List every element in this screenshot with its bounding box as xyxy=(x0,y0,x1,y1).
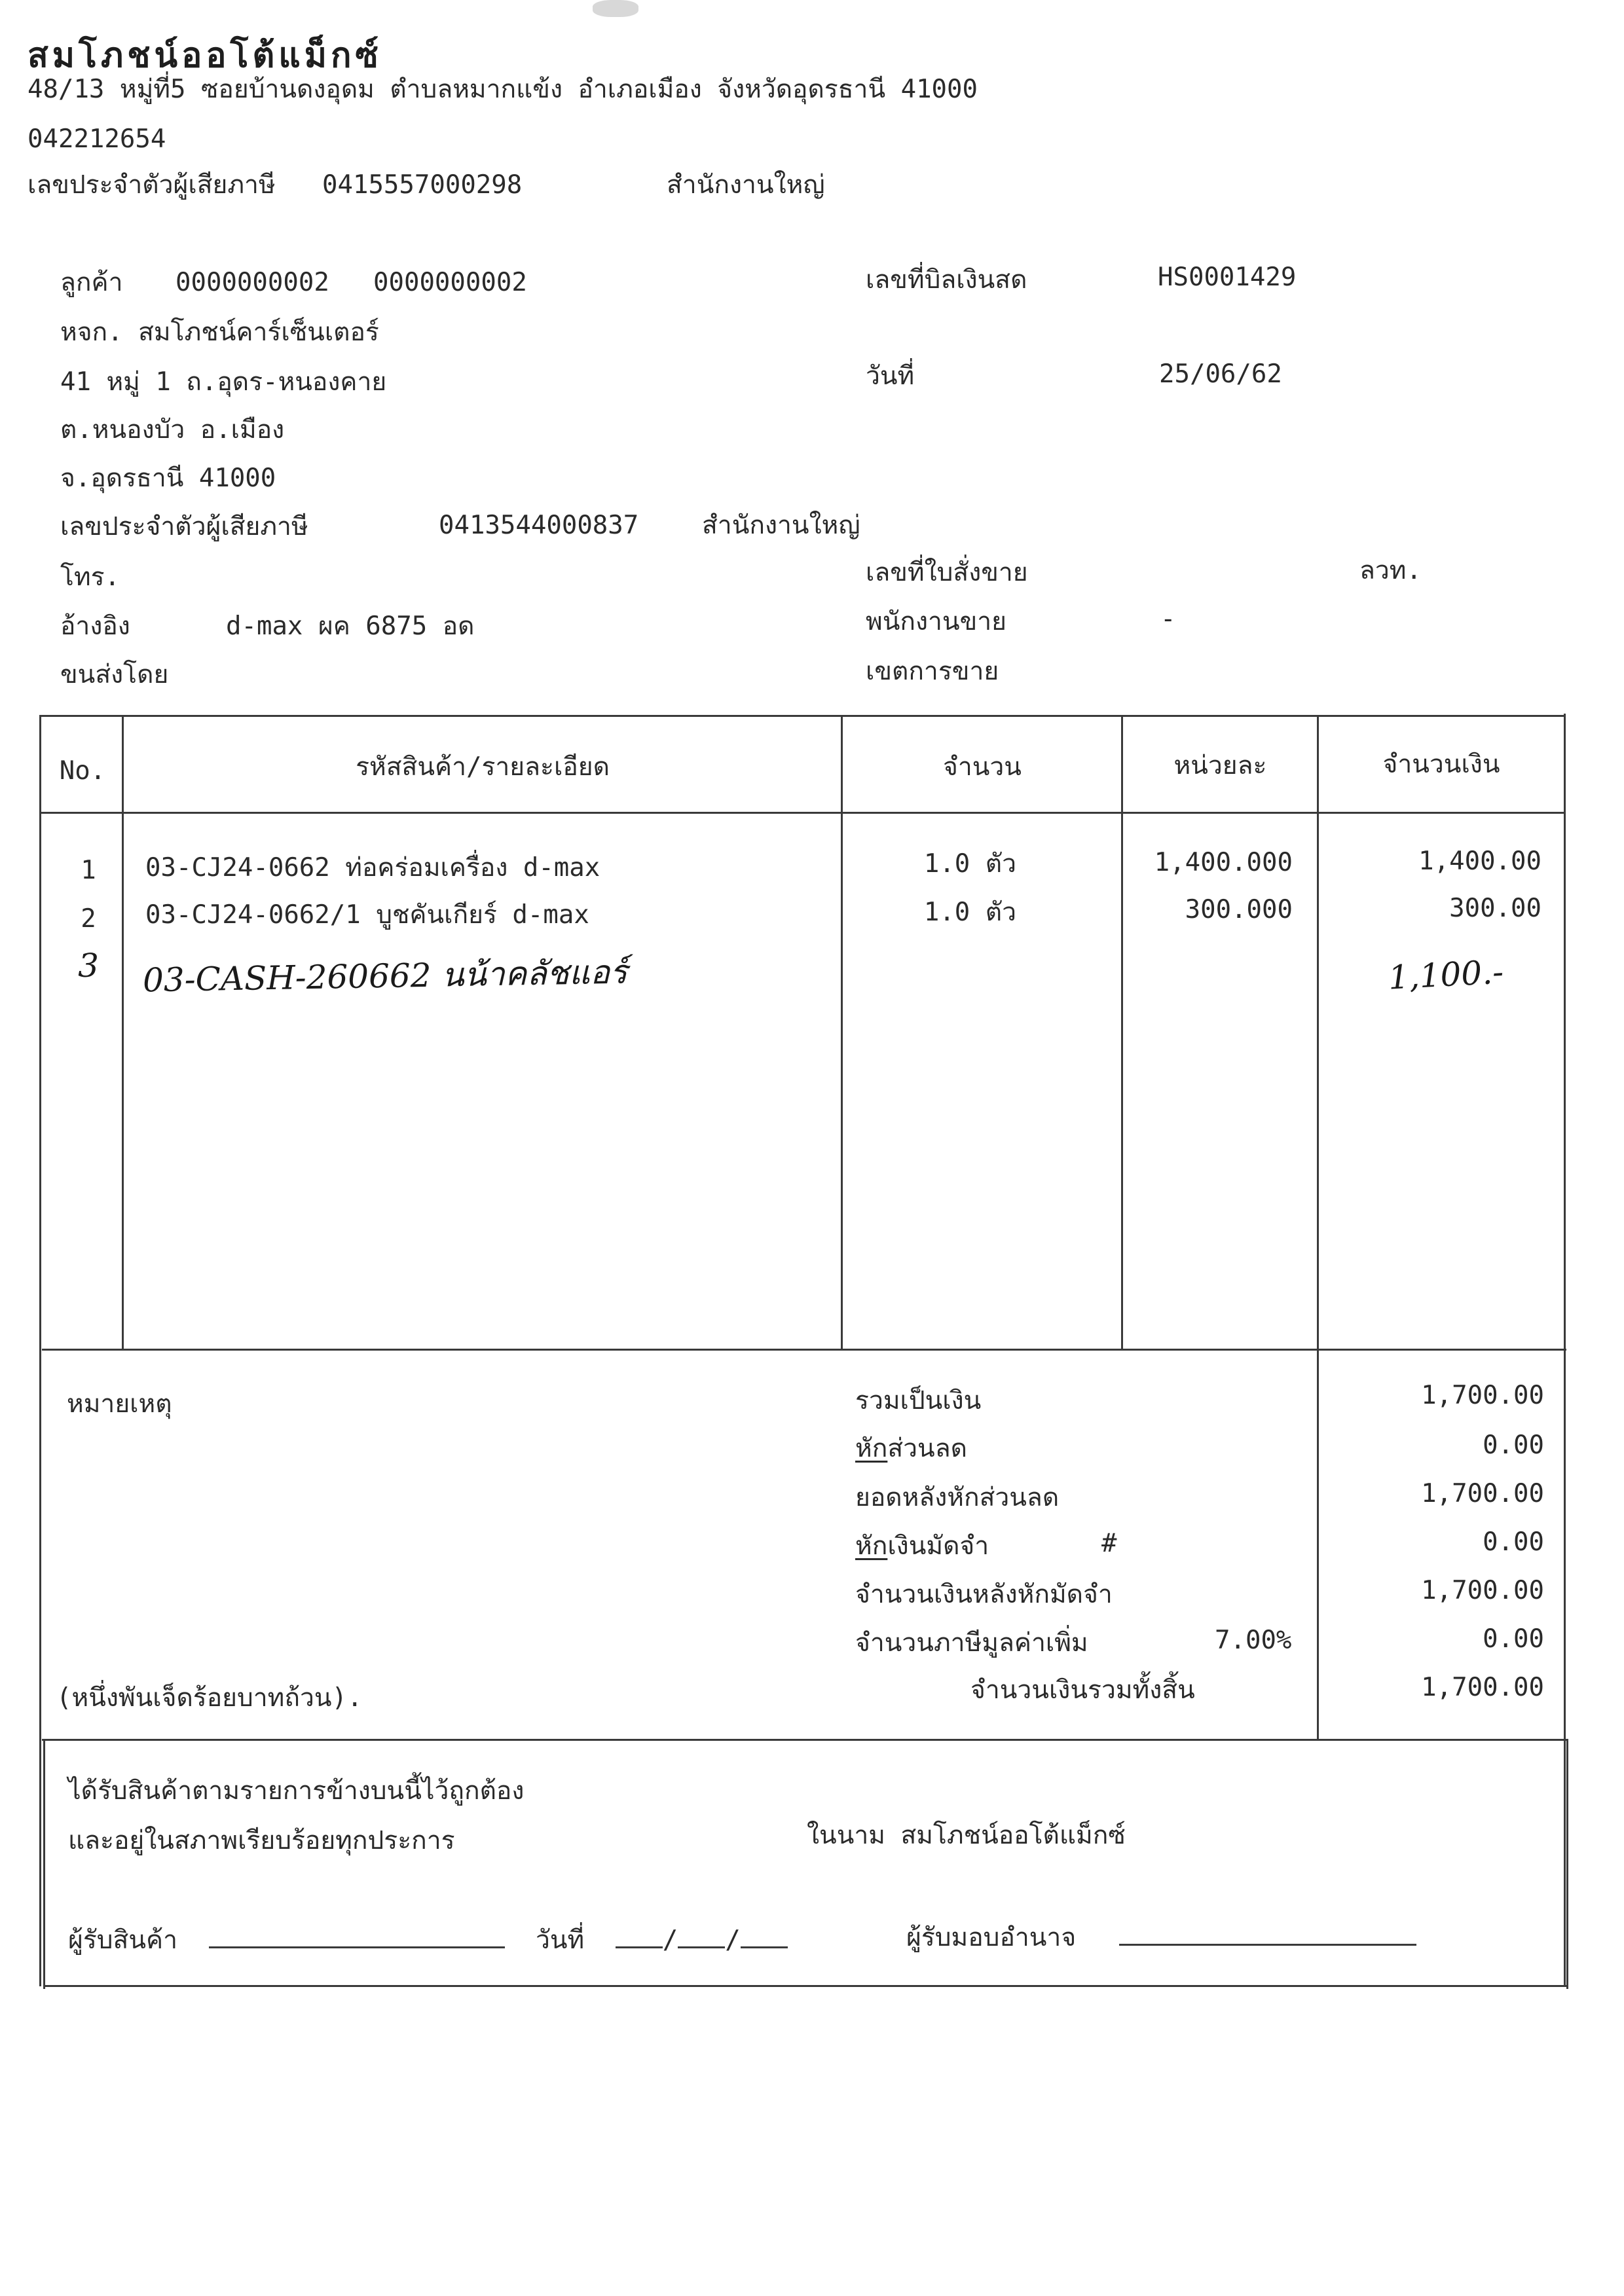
reference-value: d-max ผค 6875 อด xyxy=(226,611,475,641)
customer-code-2: 0000000002 xyxy=(373,268,527,297)
deposit-value: 0.00 xyxy=(1483,1527,1544,1557)
receiver-date-day-line xyxy=(616,1946,663,1948)
after-discount-value: 1,700.00 xyxy=(1421,1479,1544,1508)
col-divider-no xyxy=(122,716,124,1350)
order-no: ลวท. xyxy=(1359,556,1422,585)
row-2-amount: 300.00 xyxy=(1449,894,1541,923)
table-border-right xyxy=(1564,714,1566,1986)
vat-value: 0.00 xyxy=(1483,1624,1544,1654)
receiver-signature-row xyxy=(68,1927,788,1953)
customer-name: หจก. สมโภชน์คาร์เซ็นเตอร์ xyxy=(60,318,379,347)
discount-value: 0.00 xyxy=(1483,1430,1544,1460)
customer-code-1: 0000000002 xyxy=(175,268,329,297)
row-1-qty: 1.0 ตัว xyxy=(923,849,1016,879)
company-phone: 042212654 xyxy=(28,124,166,154)
after-deposit-label: จำนวนเงินหลังหักมัดจำ xyxy=(855,1580,1113,1609)
receiver-date-label: วันที่ xyxy=(535,1925,585,1955)
date-separator-2-icon: / xyxy=(725,1925,741,1955)
discount-label-text: ส่วนลด xyxy=(887,1434,967,1463)
discount-label xyxy=(855,1436,967,1461)
reference-label: อ้างอิง xyxy=(60,611,130,641)
footer-border-bottom xyxy=(43,1985,1568,1987)
customer-tax-id: 0413544000837 xyxy=(439,511,639,540)
company-name: สมโภชน์ออโต้แม็กซ์ xyxy=(28,36,382,75)
grand-total-label: จำนวนเงินรวมทั้งสิ้น xyxy=(970,1675,1195,1705)
salesperson: - xyxy=(1160,604,1176,634)
row-3-no-handwritten: 3 xyxy=(78,947,99,985)
header-amount: จำนวนเงิน xyxy=(1382,750,1500,779)
row-3-desc-handwritten: 03-CASH-260662 นน้าคลัชแอร์ xyxy=(142,953,628,1000)
customer-label: ลูกค้า xyxy=(60,268,123,297)
row-2-desc: 03-CJ24-0662/1 บูชคันเกียร์ d-max xyxy=(145,900,589,930)
vat-label: จำนวนภาษีมูลค่าเพิ่ม xyxy=(855,1628,1088,1658)
company-tax-id-label: เลขประจำตัวผู้เสียภาษี xyxy=(28,170,276,200)
row-1-desc: 03-CJ24-0662 ท่อคร่อมเครื่อง d-max xyxy=(145,853,600,883)
receiver-label: ผู้รับสินค้า xyxy=(68,1925,178,1955)
authorized-label: ผู้รับมอบอำนาจ xyxy=(906,1923,1077,1952)
header-quantity: จำนวน xyxy=(943,752,1022,782)
total-value: 1,700.00 xyxy=(1421,1381,1544,1410)
header-unit-price: หน่วยละ xyxy=(1173,751,1267,780)
deposit-label-text: เงินมัดจำ xyxy=(887,1531,989,1561)
after-deposit-value: 1,700.00 xyxy=(1421,1576,1544,1605)
customer-phone-label: โทร. xyxy=(60,562,120,592)
company-branch: สำนักงานใหญ่ xyxy=(667,170,825,200)
remark-label: หมายเหตุ xyxy=(67,1389,172,1419)
table-header-divider xyxy=(41,812,1565,814)
customer-address-1: 41 หมู่ 1 ถ.อุดร-หนองคาย xyxy=(60,367,387,397)
salesperson-label: พนักงานขาย xyxy=(866,607,1006,636)
table-border-top xyxy=(39,715,1565,717)
scan-smudge xyxy=(593,0,638,17)
col-divider-unit xyxy=(1317,716,1319,1739)
sales-area-label: เขตการขาย xyxy=(866,657,999,686)
bill-no: HS0001429 xyxy=(1158,263,1297,292)
footer-border-left xyxy=(43,1739,45,1989)
header-no: No. xyxy=(59,756,106,786)
customer-address-3: จ.อุดรธานี 41000 xyxy=(60,464,276,493)
date-label: วันที่ xyxy=(866,361,915,391)
receiver-signature-line xyxy=(209,1946,505,1948)
receiver-date-month-line xyxy=(678,1946,725,1948)
discount-label-prefix: หัก xyxy=(855,1434,888,1463)
order-no-label: เลขที่ใบสั่งขาย xyxy=(866,558,1028,587)
total-label: รวมเป็นเงิน xyxy=(855,1386,982,1415)
customer-tax-id-label: เลขประจำตัวผู้เสียภาษี xyxy=(60,512,308,541)
invoice-date: 25/06/62 xyxy=(1159,359,1282,389)
deposit-mark: # xyxy=(1101,1529,1117,1558)
company-tax-id: 0415557000298 xyxy=(322,170,523,200)
after-discount-label: ยอดหลังหักส่วนลด xyxy=(855,1483,1060,1512)
authorized-signature-line xyxy=(1119,1944,1416,1946)
deposit-label xyxy=(855,1533,989,1559)
received-statement-2: และอยู่ในสภาพเรียบร้อยทุกประการ xyxy=(68,1826,455,1855)
vat-rate: 7.00% xyxy=(1215,1626,1292,1655)
received-statement-1: ได้รับสินค้าตามรายการข้างบนนี้ไว้ถูกต้อง xyxy=(68,1776,525,1806)
deposit-label-prefix: หัก xyxy=(855,1531,888,1561)
col-divider-qty xyxy=(1121,716,1123,1350)
row-2-no: 2 xyxy=(81,904,96,934)
row-3-amount-handwritten: 1,100.- xyxy=(1387,953,1505,997)
customer-branch: สำนักงานใหญ่ xyxy=(702,511,860,540)
company-address: 48/13 หมู่ที่5 ซอยบ้านดงอุดม ตำบลหมากแข้ง อำเภอเมือง จังหวัดอุดรธานี 41000 xyxy=(28,75,978,104)
row-2-qty: 1.0 ตัว xyxy=(923,898,1016,927)
row-1-amount: 1,400.00 xyxy=(1418,847,1541,876)
row-1-unit-price: 1,400.000 xyxy=(1154,848,1293,877)
on-behalf-of: ในนาม สมโภชน์ออโต้แม็กซ์ xyxy=(807,1821,1126,1850)
receiver-date-year-line xyxy=(741,1946,788,1948)
table-border-left xyxy=(39,715,41,1986)
amount-in-words: (หนึ่งพันเจ็ดร้อยบาทถ้วน). xyxy=(56,1683,363,1713)
date-separator-1-icon: / xyxy=(662,1925,678,1955)
header-description: รหัสสินค้า/รายละเอียด xyxy=(356,752,610,782)
customer-address-2: ต.หนองบัว อ.เมือง xyxy=(60,415,285,445)
bill-no-label: เลขที่บิลเงินสด xyxy=(866,265,1027,295)
row-2-unit-price: 300.000 xyxy=(1185,895,1293,924)
table-border-bottom xyxy=(42,1349,1566,1351)
ship-by-label: ขนส่งโดย xyxy=(60,660,169,689)
row-1-no: 1 xyxy=(81,856,96,885)
authorized-signature-row xyxy=(906,1925,1416,1950)
footer-border-right xyxy=(1566,1739,1568,1989)
summary-border-bottom xyxy=(42,1739,1566,1741)
col-divider-desc xyxy=(841,716,843,1350)
grand-total-value: 1,700.00 xyxy=(1421,1673,1544,1702)
